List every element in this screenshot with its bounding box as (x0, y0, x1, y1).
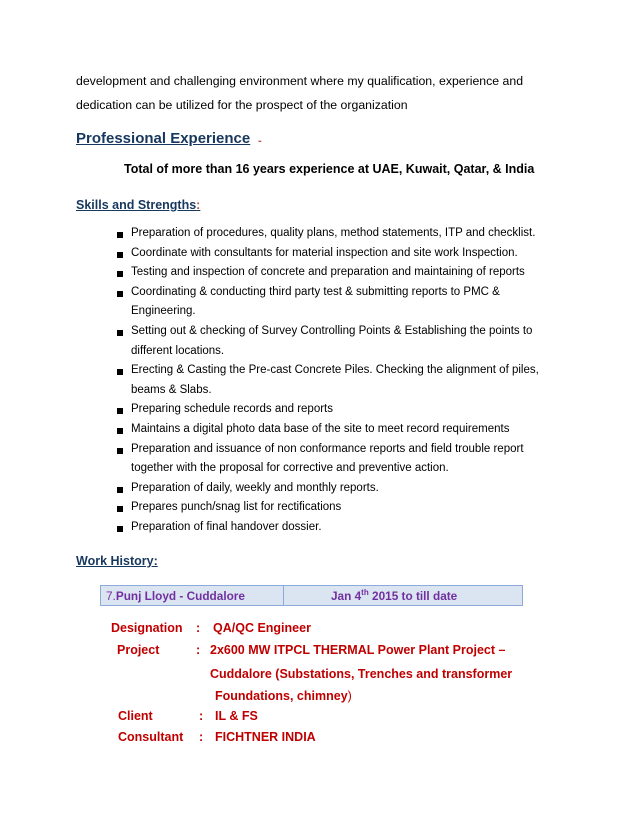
skill-item-text: Preparation of final handover dossier. (131, 521, 322, 533)
total-experience-summary: Total of more than 16 years experience at UAE, Kuwait, Qatar, & India (124, 162, 535, 176)
skill-bullet-icon (117, 448, 123, 454)
consultant-separator: : (199, 730, 204, 744)
skill-item-text: Preparation and issuance of non conformance reports and field trouble report (131, 442, 524, 455)
skill-item-text: beams & Slabs. (131, 383, 212, 396)
skills-heading-text: Skills and Strengths (76, 198, 197, 212)
project-line-1: 2x600 MW ITPCL THERMAL Power Plant Project – (210, 643, 506, 657)
work-history-heading: Work History: (76, 554, 158, 568)
skill-item-text: different locations. (131, 344, 225, 357)
skill-bullet-icon (117, 506, 123, 512)
skill-item-text: Coordinate with consultants for material inspection and site work Inspection. (131, 246, 518, 259)
project-separator: : (196, 643, 201, 657)
designation-separator: : (196, 621, 201, 635)
work-history-company-name: Punj Lloyd - Cuddalore (115, 589, 245, 603)
skill-bullet-icon (117, 428, 123, 434)
skill-bullet-icon (117, 252, 123, 258)
work-history-date-suffix: 2015 to till date (368, 589, 458, 603)
work-history-entry-number: 7. (106, 589, 116, 603)
skill-item-text: Preparing schedule records and reports (131, 403, 334, 416)
skill-item-text: Prepares punch/snag list for rectifications (131, 501, 342, 514)
skills-heading-colon: : (196, 198, 201, 212)
professional-experience-dash: - (258, 135, 262, 147)
skill-bullet-icon (117, 291, 123, 297)
skill-bullet-icon (117, 369, 123, 375)
consultant-label: Consultant (118, 730, 184, 744)
client-label: Client (118, 709, 153, 723)
skill-item-text: Engineering. (131, 305, 196, 318)
skill-item-text: Maintains a digital photo data base of the site to meet record requirements (131, 423, 510, 435)
skill-item-text: Preparation of procedures, quality plans, method statements, ITP and checklist. (131, 227, 536, 239)
project-line-3-text: Foundations, chimney (215, 689, 348, 703)
consultant-value: FICHTNER INDIA (215, 730, 316, 744)
work-history-date-prefix: Jan 4 (331, 589, 362, 603)
intro-line-2: dedication can be utilized for the prospect of the organization (76, 98, 408, 112)
project-line-3-close: ) (347, 689, 352, 703)
project-line-3 (215, 689, 352, 703)
skill-item-text: together with the proposal for corrective and preventive action. (131, 462, 449, 475)
professional-experience-heading: Professional Experience (76, 130, 251, 147)
intro-line-1: development and challenging environment where my qualification, experience and (76, 74, 524, 88)
skill-item-text: Coordinating & conducting third party test & submitting reports to PMC & (131, 285, 500, 298)
project-label: Project (117, 643, 160, 657)
designation-value: QA/QC Engineer (213, 621, 311, 635)
work-history-entry-header (100, 585, 523, 606)
skills-heading (76, 198, 200, 212)
skill-item-text: Setting out & checking of Survey Controlling Points & Establishing the points to (131, 325, 533, 337)
client-separator: : (199, 709, 204, 723)
designation-label: Designation (111, 621, 183, 635)
skill-bullet-icon (117, 330, 123, 336)
work-history-date (331, 589, 457, 603)
skill-bullet-icon (117, 271, 123, 277)
work-history-company (106, 589, 245, 603)
skill-bullet-icon (117, 526, 123, 532)
skill-item-text: Preparation of daily, weekly and monthly reports. (131, 481, 379, 494)
skill-item-text: Erecting & Casting the Pre-cast Concrete Piles. Checking the alignment of piles, (131, 364, 539, 377)
skill-bullet-icon (117, 232, 123, 238)
skill-bullet-icon (117, 408, 123, 414)
skill-bullet-icon (117, 487, 123, 493)
work-history-header-divider (283, 586, 284, 605)
skill-item-text: Testing and inspection of concrete and preparation and maintaining of reports (131, 266, 525, 279)
project-line-2: Cuddalore (Substations, Trenches and transformer (210, 667, 513, 681)
client-value: IL & FS (215, 709, 258, 723)
work-history-date-sup: th (361, 588, 369, 597)
